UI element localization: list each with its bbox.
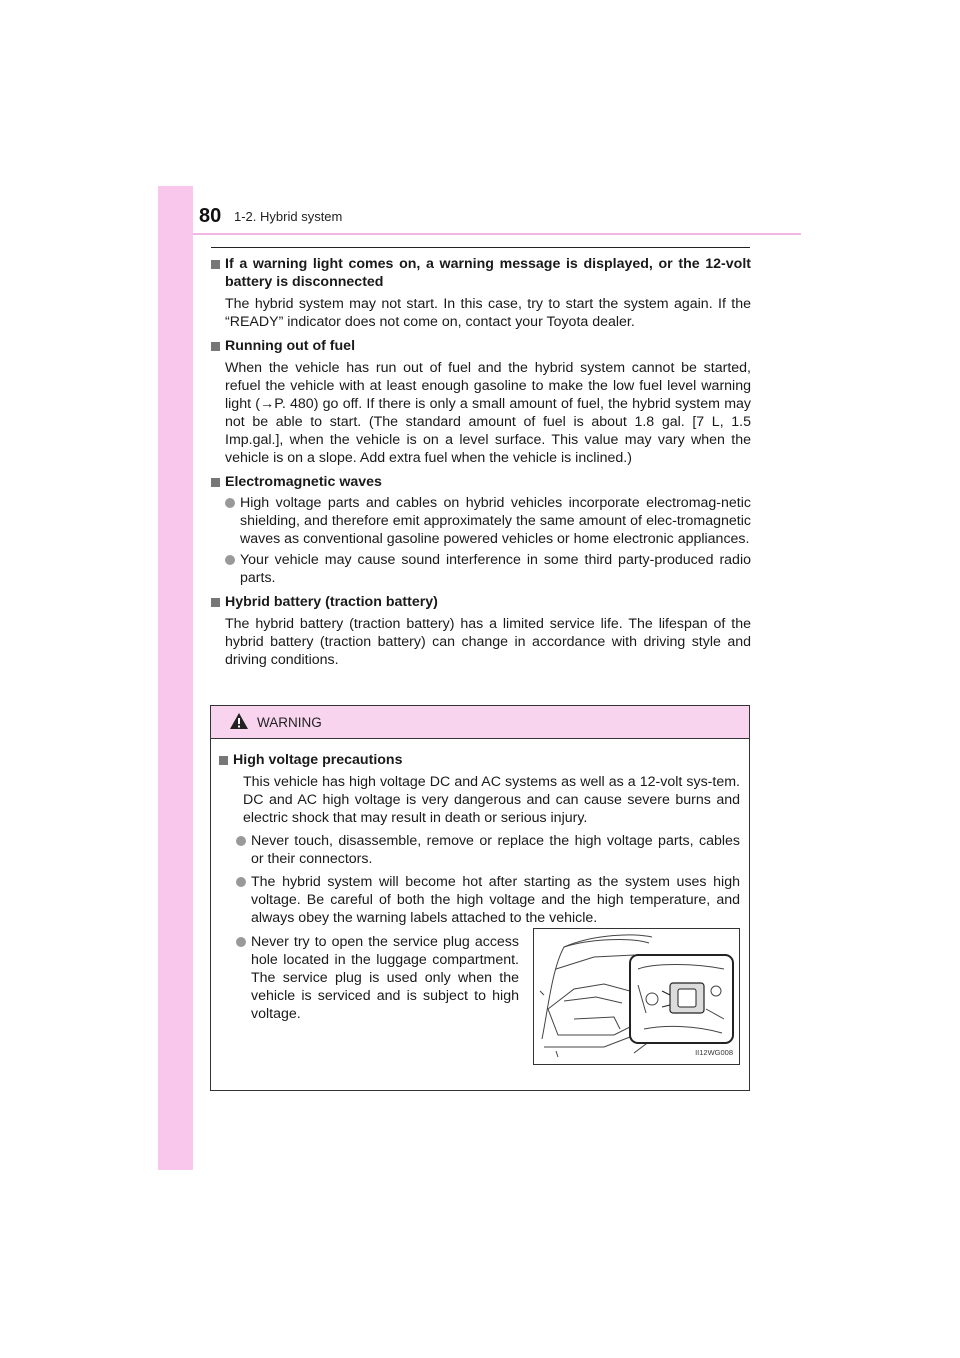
section-electromagnetic-waves	[211, 473, 751, 587]
square-bullet-icon	[211, 478, 220, 487]
list-item-text: Never try to open the service plug access hole located in the luggage compartment. The service plug is used only when the vehicle is serviced and is subject to high voltage.	[251, 934, 519, 1022]
warning-heading-text: High voltage precautions	[233, 752, 403, 768]
square-bullet-icon	[219, 756, 228, 765]
section-heading-text: If a warning light comes on, a warning message is displayed, or the 12-volt battery is disconnected	[225, 256, 751, 290]
list-item-text: Never touch, disassemble, remove or replace the high voltage parts, cables or their connectors.	[251, 833, 740, 867]
header-rule	[193, 233, 801, 235]
list-item-text: Your vehicle may cause sound interference in some third party-produced radio parts.	[240, 552, 751, 586]
warning-body	[211, 739, 749, 1057]
section-running-out-of-fuel	[211, 337, 751, 467]
list-item-text: High voltage parts and cables on hybrid vehicles incorporate electromag-netic shielding, and therefore emit approximately the same amount of elec-tromagnetic waves as conventional gasoline powered vehicles or home electronic appliances.	[240, 495, 751, 547]
circle-bullet-icon	[236, 877, 246, 887]
square-bullet-icon	[211, 260, 220, 269]
list-item	[211, 551, 751, 587]
warning-triangle-icon	[229, 712, 249, 730]
circle-bullet-icon	[236, 836, 246, 846]
square-bullet-icon	[211, 598, 220, 607]
main-content	[211, 252, 751, 675]
warning-body-text: This vehicle has high voltage DC and AC systems as well as a 12-volt sys-tem. DC and AC high voltage is very dangerous and can cause severe burns and electric shock that may result in death or serious injury.	[243, 774, 740, 826]
list-item	[219, 933, 521, 1023]
section-body: The hybrid battery (traction battery) has a limited service life. The lifespan of the hybrid battery (traction battery) can change in accordance with driving style and driving conditions.	[225, 616, 751, 668]
section-title: 1-2. Hybrid system	[234, 209, 343, 224]
list-item-text: The hybrid system will become hot after starting as the system uses high voltage. Be careful of both the high voltage and the high temperature, and always obey the warning labels attached to the vehicle.	[251, 874, 740, 926]
list-item	[219, 832, 742, 868]
section-heading	[211, 593, 751, 611]
square-bullet-icon	[211, 342, 220, 351]
section-hybrid-battery	[211, 593, 751, 669]
page-number: 80	[199, 205, 222, 227]
section-warning-light	[211, 255, 751, 331]
warning-label: WARNING	[257, 715, 322, 730]
section-heading	[211, 255, 751, 291]
service-plug-illustration	[533, 928, 740, 1065]
list-item	[219, 873, 742, 927]
warning-heading	[219, 751, 742, 769]
section-heading-text: Electromagnetic waves	[225, 474, 382, 490]
chapter-side-tab	[158, 186, 193, 1170]
figure-code: II12WG008	[695, 1048, 733, 1057]
section-heading-text: Hybrid battery (traction battery)	[225, 594, 438, 610]
list-item	[211, 494, 751, 548]
section-heading	[211, 473, 751, 491]
circle-bullet-icon	[236, 937, 246, 947]
service-plug-row	[219, 933, 742, 1057]
warning-header	[211, 706, 749, 739]
content-top-rule	[211, 247, 750, 248]
circle-bullet-icon	[225, 498, 235, 508]
warning-box	[210, 705, 750, 1091]
section-body: When the vehicle has run out of fuel and the hybrid system cannot be started, refuel the vehicle with at least enough gasoline to make the low fuel level warning light (→P. 480) go off. If there is only a small amount of fuel, the hybrid system may not be able to start. (The standard amount of fuel is about 1.8 gal. [7 L, 1.5 Imp.gal.], when the vehicle is on a level surface. This value may vary when the vehicle is on a slope. Add extra fuel when the vehicle is inclined.)	[225, 360, 751, 466]
section-heading	[211, 337, 751, 355]
section-heading-text: Running out of fuel	[225, 338, 356, 354]
circle-bullet-icon	[225, 555, 235, 565]
section-body: The hybrid system may not start. In this case, try to start the system again. If the “READY” indicator does not come on, contact your Toyota dealer.	[225, 296, 751, 330]
